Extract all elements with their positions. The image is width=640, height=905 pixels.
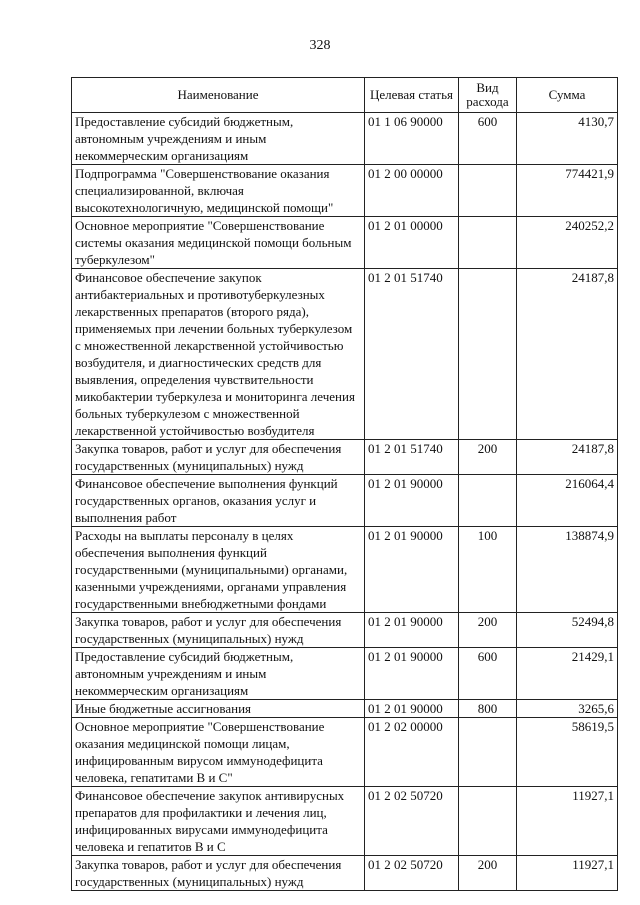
- row-expense-type: [459, 165, 517, 217]
- table-row: [72, 613, 618, 648]
- row-sum: 216064,4: [517, 475, 618, 527]
- table-row: [72, 787, 618, 856]
- budget-table: [71, 77, 618, 891]
- row-expense-type: 800: [459, 700, 517, 718]
- row-name: Предоставление субсидий бюджетным, автономным учреждениям и иным некоммерческим организациям: [72, 113, 365, 165]
- table-row: [72, 269, 618, 440]
- row-sum: 11927,1: [517, 856, 618, 891]
- row-name: Финансовое обеспечение выполнения функций государственных органов, оказания услуг и выполнения работ: [72, 475, 365, 527]
- row-expense-type: 100: [459, 527, 517, 613]
- table-header-row: [72, 78, 618, 113]
- row-code: 01 2 01 90000: [365, 527, 459, 613]
- header-sum: Сумма: [517, 78, 618, 113]
- row-sum: 21429,1: [517, 648, 618, 700]
- row-expense-type: 200: [459, 856, 517, 891]
- table-row: [72, 113, 618, 165]
- table-row: [72, 217, 618, 269]
- table-row: [72, 648, 618, 700]
- table-row: [72, 165, 618, 217]
- header-expense-type: Вид расхода: [459, 78, 517, 113]
- header-code: Целевая статья: [365, 78, 459, 113]
- header-name: Наименование: [72, 78, 365, 113]
- table-row: [72, 527, 618, 613]
- row-sum: 24187,8: [517, 440, 618, 475]
- row-code: 01 1 06 90000: [365, 113, 459, 165]
- row-code: 01 2 01 51740: [365, 269, 459, 440]
- row-sum: 24187,8: [517, 269, 618, 440]
- row-expense-type: [459, 475, 517, 527]
- row-code: 01 2 00 00000: [365, 165, 459, 217]
- row-sum: 52494,8: [517, 613, 618, 648]
- row-name: Финансовое обеспечение закупок антибактериальных и противотуберкулезных лекарственных препаратов (второго ряда), применяемых при лечении больных туберкулезом с множественной лекарственной устойчивостью возбудителя, и диагностических средств для выявления, определения чувствительности микобактерии туберкулеза и мониторинга лечения больных туберкулезом с множественной лекарственной устойчивостью возбудителя: [72, 269, 365, 440]
- row-name: Закупка товаров, работ и услуг для обеспечения государственных (муниципальных) нужд: [72, 856, 365, 891]
- row-expense-type: [459, 217, 517, 269]
- row-expense-type: [459, 269, 517, 440]
- row-name: Иные бюджетные ассигнования: [72, 700, 365, 718]
- row-code: 01 2 02 00000: [365, 718, 459, 787]
- row-expense-type: 600: [459, 648, 517, 700]
- table-row: [72, 440, 618, 475]
- row-sum: 3265,6: [517, 700, 618, 718]
- row-expense-type: 200: [459, 613, 517, 648]
- table-row: [72, 700, 618, 718]
- row-sum: 240252,2: [517, 217, 618, 269]
- row-sum: 58619,5: [517, 718, 618, 787]
- row-code: 01 2 01 90000: [365, 648, 459, 700]
- row-name: Закупка товаров, работ и услуг для обеспечения государственных (муниципальных) нужд: [72, 440, 365, 475]
- row-sum: 774421,9: [517, 165, 618, 217]
- row-sum: 11927,1: [517, 787, 618, 856]
- row-code: 01 2 01 51740: [365, 440, 459, 475]
- row-expense-type: 200: [459, 440, 517, 475]
- row-name: Основное мероприятие "Совершенствование оказания медицинской помощи лицам, инфицированным вирусом иммунодефицита человека, гепатитами B и C": [72, 718, 365, 787]
- row-expense-type: [459, 787, 517, 856]
- row-code: 01 2 01 00000: [365, 217, 459, 269]
- row-code: 01 2 01 90000: [365, 475, 459, 527]
- row-name: Финансовое обеспечение закупок антивирусных препаратов для профилактики и лечения лиц, инфицированных вирусами иммунодефицита человека и гепатитов B и C: [72, 787, 365, 856]
- table-row: [72, 856, 618, 891]
- row-code: 01 2 02 50720: [365, 787, 459, 856]
- row-sum: 4130,7: [517, 113, 618, 165]
- table-row: [72, 718, 618, 787]
- page-number: 328: [309, 38, 331, 53]
- row-code: 01 2 01 90000: [365, 613, 459, 648]
- row-expense-type: [459, 718, 517, 787]
- row-name: Подпрограмма "Совершенствование оказания специализированной, включая высокотехнологичную, медицинской помощи": [72, 165, 365, 217]
- row-name: Основное мероприятие "Совершенствование системы оказания медицинской помощи больным туберкулезом": [72, 217, 365, 269]
- row-code: 01 2 02 50720: [365, 856, 459, 891]
- row-name: Предоставление субсидий бюджетным, автономным учреждениям и иным некоммерческим организациям: [72, 648, 365, 700]
- row-name: Закупка товаров, работ и услуг для обеспечения государственных (муниципальных) нужд: [72, 613, 365, 648]
- row-sum: 138874,9: [517, 527, 618, 613]
- row-expense-type: 600: [459, 113, 517, 165]
- row-name: Расходы на выплаты персоналу в целях обеспечения выполнения функций государственными (муниципальными) органами, казенными учреждениями, органами управления государственными внебюджетными фондами: [72, 527, 365, 613]
- row-code: 01 2 01 90000: [365, 700, 459, 718]
- table-row: [72, 475, 618, 527]
